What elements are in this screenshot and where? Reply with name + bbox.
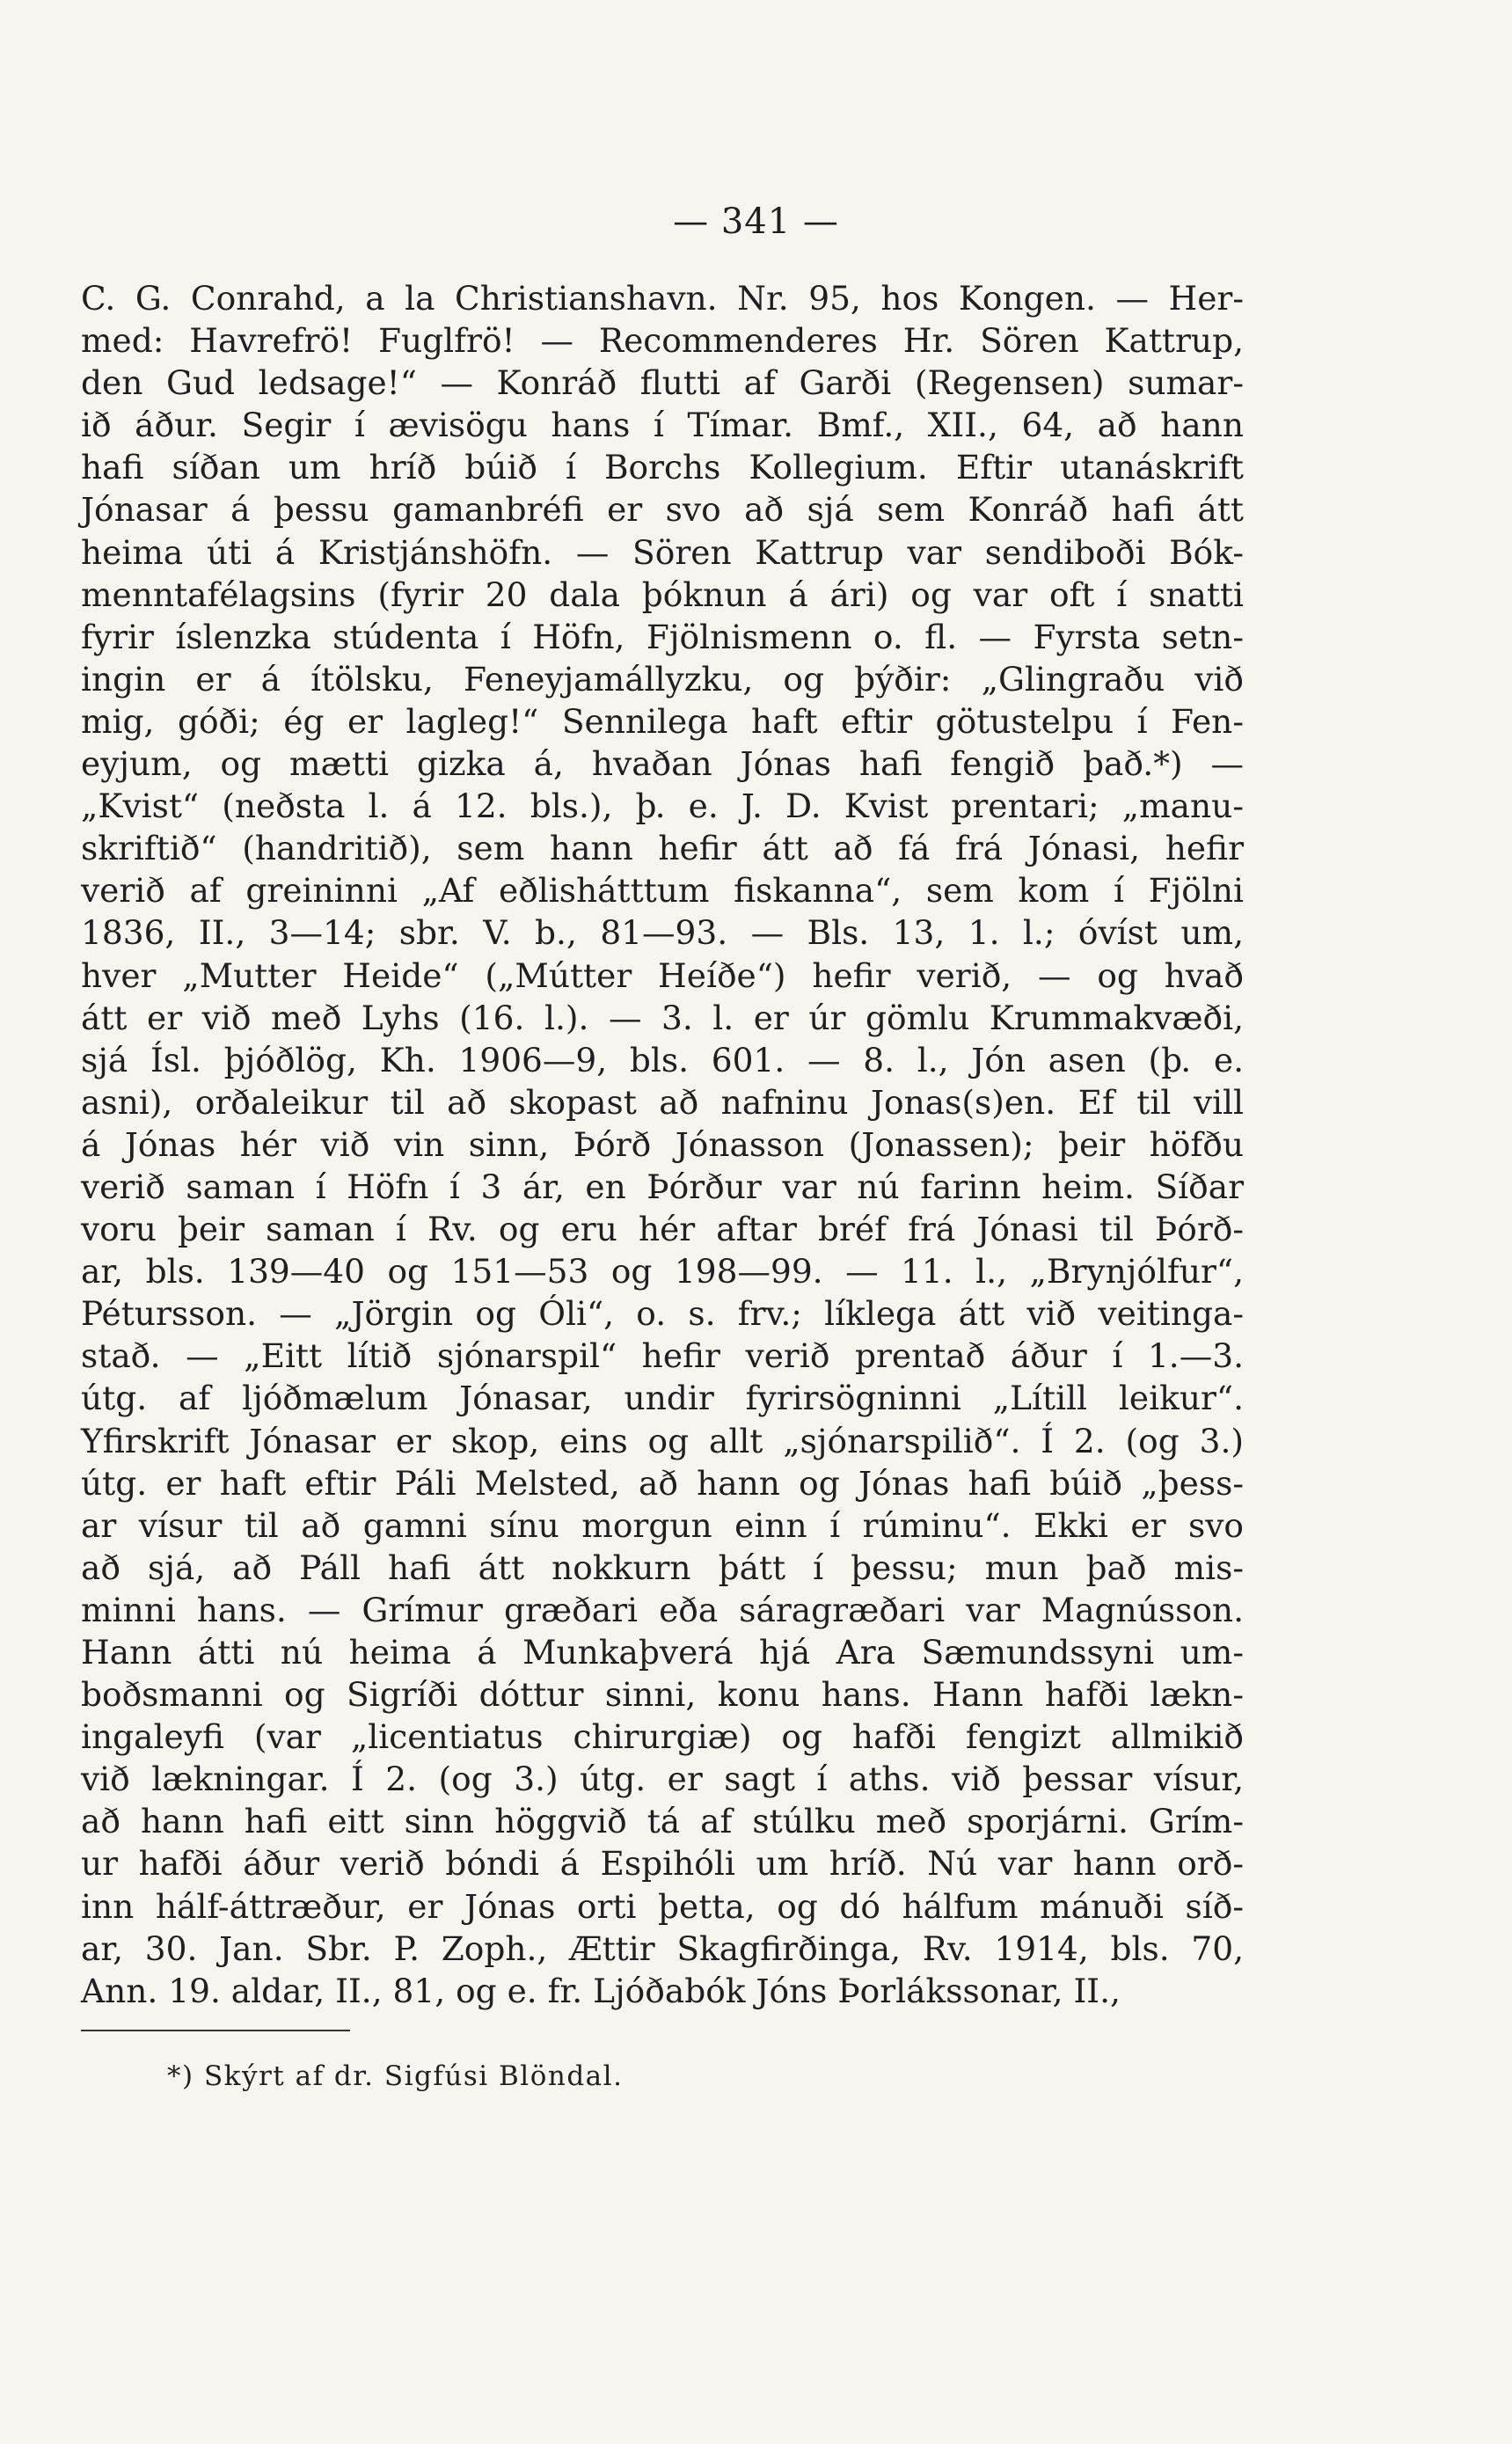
text-line: voru þeir saman í Rv. og eru hér aftar bréf frá Jónasi til Þórð- [81,1210,1244,1249]
text-line: sjá Ísl. þjóðlög, Kh. 1906—9, bls. 601. — 8. l., Jón asen (þ. e. [81,1040,1244,1079]
text-line: asni), orðaleikur til að skopast að nafninu Jonas(s)en. Ef til vill [81,1082,1244,1122]
text-line: boðsmanni og Sigríði dóttur sinni, konu hans. Hann hafði lækn- [81,1675,1244,1715]
text-line: Pétursson. — „Jörgin og Óli“, o. s. frv.; líklega átt við veitinga- [81,1294,1244,1334]
text-line: inn hálf-áttræður, er Jónas orti þetta, og dó hálfum mánuði síð- [81,1886,1244,1926]
footnote: *) Skýrt af dr. Sigfúsi Blöndal. [167,2060,624,2092]
text-line: Jónasar á þessu gamanbréfi er svo að sjá sem Konráð hafi átt [81,490,1244,530]
body-text [81,277,1244,2012]
text-line: útg. af ljóðmælum Jónasar, undir fyrirsögninni „Lítill leikur“. [81,1379,1244,1418]
text-line: den Gud ledsage!“ — Konráð flutti af Garði (Regensen) sumar- [81,363,1244,403]
text-line: ingin er á ítölsku, Feneyjamállyzku, og þýðir: „Glingraðu við [81,659,1244,699]
text-line: verið af greininni „Af eðlishátttum fiskanna“, sem kom í Fjölni [81,871,1244,911]
text-line: að sjá, að Páll hafi átt nokkurn þátt í þessu; mun það mis- [81,1548,1244,1587]
text-line: „Kvist“ (neðsta l. á 12. bls.), þ. e. J. D. Kvist prentari; „manu- [81,787,1244,826]
text-line: Yfirskrift Jónasar er skop, eins og allt „sjónarspilið“. Í 2. (og 3.) [81,1421,1244,1460]
text-line: fyrir íslenzka stúdenta í Höfn, Fjölnismenn o. fl. — Fyrsta setn- [81,617,1244,656]
text-line: Hann átti nú heima á Munkaþverá hjá Ara Sæmundssyni um- [81,1633,1244,1672]
text-line: 1836, II., 3—14; sbr. V. b., 81—93. — Bls. 13, 1. l.; óvíst um, [81,913,1244,953]
text-line: stað. — „Eitt lítið sjónarspil“ hefir verið prentað áður í 1.—3. [81,1336,1244,1376]
text-line: ar, bls. 139—40 og 151—53 og 198—99. — 11. l., „Brynjólfur“, [81,1252,1244,1292]
text-line: ar vísur til að gamni sínu morgun einn í rúminu“. Ekki er svo [81,1505,1244,1545]
text-line: eyjum, og mætti gizka á, hvaðan Jónas hafi fengið það.*) — [81,744,1244,784]
text-line: ur hafði áður verið bóndi á Espihóli um hríð. Nú var hann orð- [81,1844,1244,1884]
text-line: við lækningar. Í 2. (og 3.) útg. er sagt í aths. við þessar vísur, [81,1760,1244,1799]
text-line: skriftið“ (handritið), sem hann hefir átt að fá frá Jónasi, hefir [81,829,1244,868]
footnote-divider [81,2030,350,2031]
text-line: C. G. Conrahd, a la Christianshavn. Nr. 95, hos Kongen. — Her- [81,279,1244,318]
text-line: minni hans. — Grímur græðari eða sáragræðari var Magnússon. [81,1590,1244,1629]
page-number: — 341 — [673,201,839,242]
text-line: Ann. 19. aldar, II., 81, og e. fr. Ljóðabók Jóns Þorlákssonar, II., [81,1971,1121,2010]
text-line: med: Havrefrö! Fuglfrö! — Recommenderes Hr. Sören Kattrup, [81,321,1244,361]
text-line: átt er við með Lyhs (16. l.). — 3. l. er úr gömlu Krummakvæði, [81,998,1244,1037]
text-line: hafi síðan um hríð búið í Borchs Kollegium. Eftir utanáskrift [81,448,1244,487]
text-line: ar, 30. Jan. Sbr. P. Zoph., Ættir Skagfirðinga, Rv. 1914, bls. 70, [81,1928,1244,1968]
text-line: hver „Mutter Heide“ („Mútter Heíðe“) hefir verið, — og hvað [81,955,1244,995]
text-line: ingaleyfi (var „licentiatus chirurgiæ) og hafði fengizt allmikið [81,1717,1244,1757]
text-line: að hann hafi eitt sinn höggvið tá af stúlku með sporjárni. Grím- [81,1802,1244,1841]
text-line: á Jónas hér við vin sinn, Þórð Jónasson (Jonassen); þeir höfðu [81,1124,1244,1164]
text-line: ið áður. Segir í ævisögu hans í Tímar. Bmf., XII., 64, að hann [81,406,1244,445]
text-line: verið saman í Höfn í 3 ár, en Þórður var nú farinn heim. Síðar [81,1167,1244,1206]
text-line: útg. er haft eftir Páli Melsted, að hann og Jónas hafi búið „þess- [81,1463,1244,1503]
text-line: mig, góði; ég er lagleg!“ Sennilega haft eftir götustelpu í Fen- [81,701,1244,741]
text-line: heima úti á Kristjánshöfn. — Sören Kattrup var sendiboði Bók- [81,532,1244,572]
text-line: menntafélagsins (fyrir 20 dala þóknun á ári) og var oft í snatti [81,574,1244,614]
